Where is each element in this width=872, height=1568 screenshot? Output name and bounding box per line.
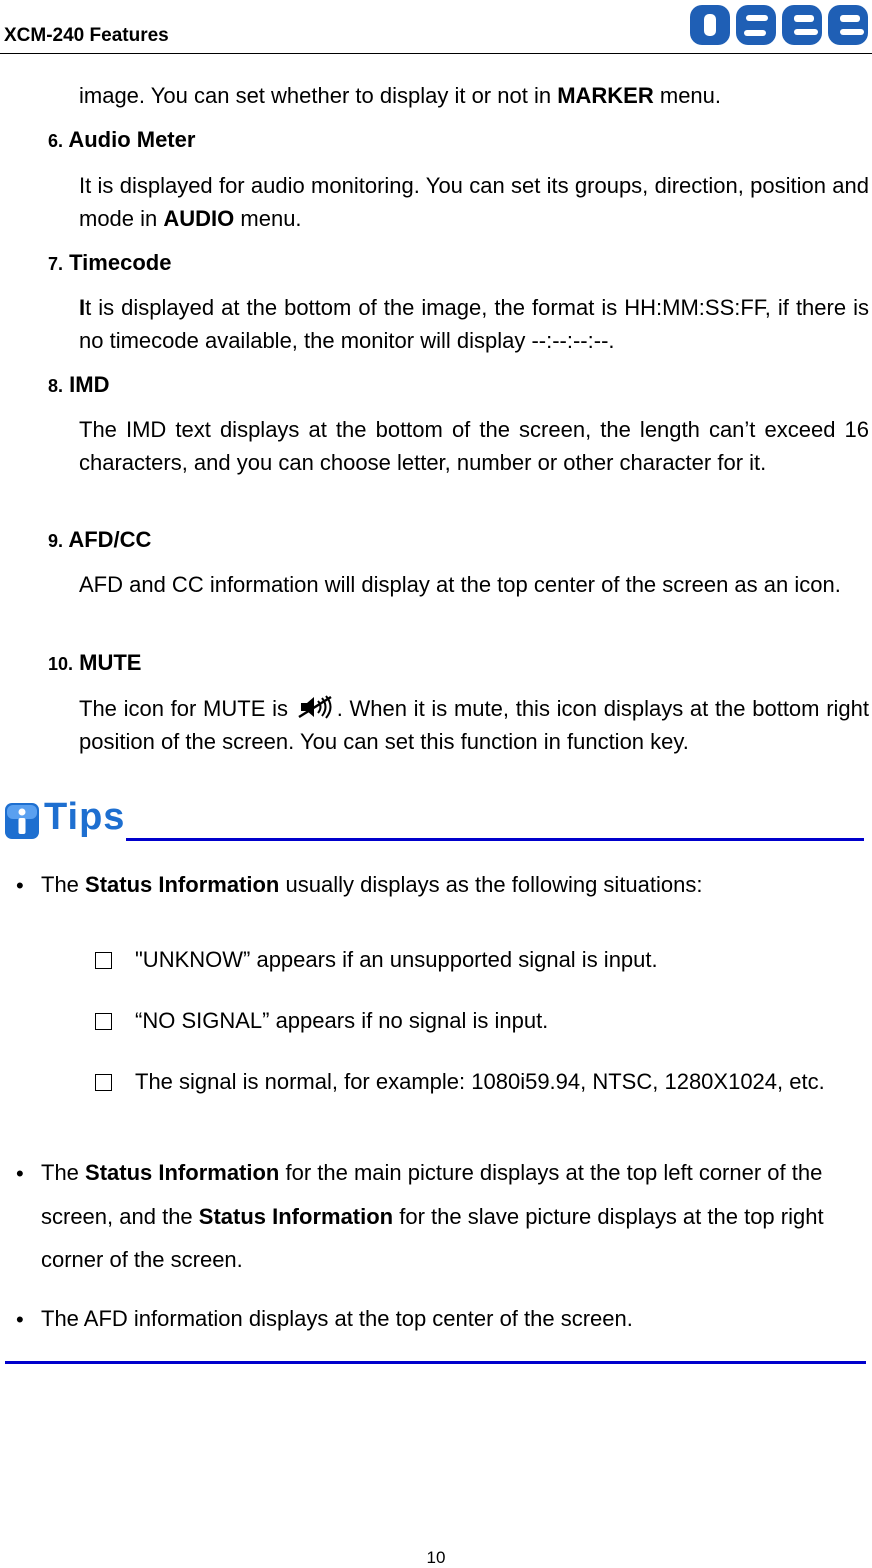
section-heading-mute: [48, 650, 141, 676]
text: for the slave picture displays at the top right corner of the screen.: [41, 1203, 824, 1272]
text: . When it is mute, this icon displays at the bottom right position of the screen. You can set this function in function key.: [79, 696, 869, 754]
section-heading-imd: [48, 372, 109, 398]
section-text-imd: The IMD text displays at the bottom of the screen, the length can’t exceed 16 characters, and you can choose letter, number or other character for it.: [79, 417, 869, 475]
tips-bullet-2: [41, 1151, 867, 1282]
section-text-mute: [79, 693, 869, 758]
tips-divider-top: [126, 838, 864, 841]
intro-bold: MARKER: [557, 83, 654, 108]
tips-label: Tips: [44, 796, 126, 838]
bullet-dot: •: [16, 1307, 24, 1332]
section-text-afd-cc: AFD and CC information will display at the top center of the screen as an icon.: [79, 572, 841, 597]
text: for the main picture displays at the top left corner of the screen, and the: [41, 1160, 823, 1229]
text: The: [41, 1160, 86, 1185]
text: The icon for MUTE is: [79, 696, 295, 721]
bullet-dot: •: [16, 873, 24, 898]
bold-text: AUDIO: [163, 205, 235, 231]
section-heading-audio-meter: [48, 127, 195, 153]
header-title: XCM-240 Features: [4, 25, 169, 46]
checkbox-square-icon: [95, 952, 112, 969]
section-number: 7.: [48, 254, 64, 274]
bullet-dot: •: [16, 1161, 24, 1186]
page-number: 10: [426, 1548, 446, 1567]
section-number: 10.: [48, 654, 74, 674]
situation-item: The signal is normal, for example: 1080i59.94, NTSC, 1280X1024, etc.: [135, 1069, 825, 1094]
info-icon: [4, 802, 40, 840]
situation-item: "UNKNOW” appears if an unsupported signal is input.: [135, 947, 658, 972]
text: The: [41, 872, 86, 897]
bold-text: Status Information: [85, 872, 280, 897]
section-number: 6.: [48, 131, 64, 151]
tips-bullet-3: The AFD information displays at the top center of the screen.: [41, 1306, 633, 1331]
section-heading-afd-cc: [48, 527, 151, 553]
header-divider: [0, 53, 872, 54]
section-text-timecode: [79, 292, 869, 357]
bold-text: Status Information: [198, 1203, 394, 1229]
text: menu.: [234, 205, 302, 231]
section-title: Audio Meter: [68, 127, 196, 152]
mute-speaker-icon: [295, 694, 337, 720]
osee-logo: [688, 3, 870, 47]
section-text-audio-meter: [79, 170, 869, 235]
tips-bullet-1: [41, 863, 867, 907]
section-title: IMD: [69, 372, 110, 397]
section-number: 8.: [48, 376, 64, 396]
section-title: AFD/CC: [68, 527, 152, 552]
checkbox-square-icon: [95, 1013, 112, 1030]
checkbox-square-icon: [95, 1074, 112, 1091]
text: It is displayed for audio monitoring. You can set its groups, direction, position and mode in: [79, 173, 869, 231]
bold-text: I: [79, 295, 86, 320]
text: usually displays as the following situations:: [279, 872, 703, 897]
section-heading-timecode: [48, 250, 171, 276]
intro-paragraph: [79, 80, 869, 113]
tips-divider-bottom: [5, 1361, 866, 1364]
section-number: 9.: [48, 531, 64, 551]
intro-text-end: menu.: [653, 83, 722, 108]
situation-item: “NO SIGNAL” appears if no signal is input.: [135, 1008, 549, 1033]
section-title: Timecode: [69, 250, 172, 275]
intro-text: image. You can set whether to display it or not in: [79, 83, 558, 108]
section-title: MUTE: [79, 650, 142, 675]
text: t is displayed at the bottom of the image, the format is HH:MM:SS:FF, if there is no timecode available, the monitor will display --:--:--:--.: [79, 295, 869, 353]
bold-text: Status Information: [85, 1160, 280, 1185]
